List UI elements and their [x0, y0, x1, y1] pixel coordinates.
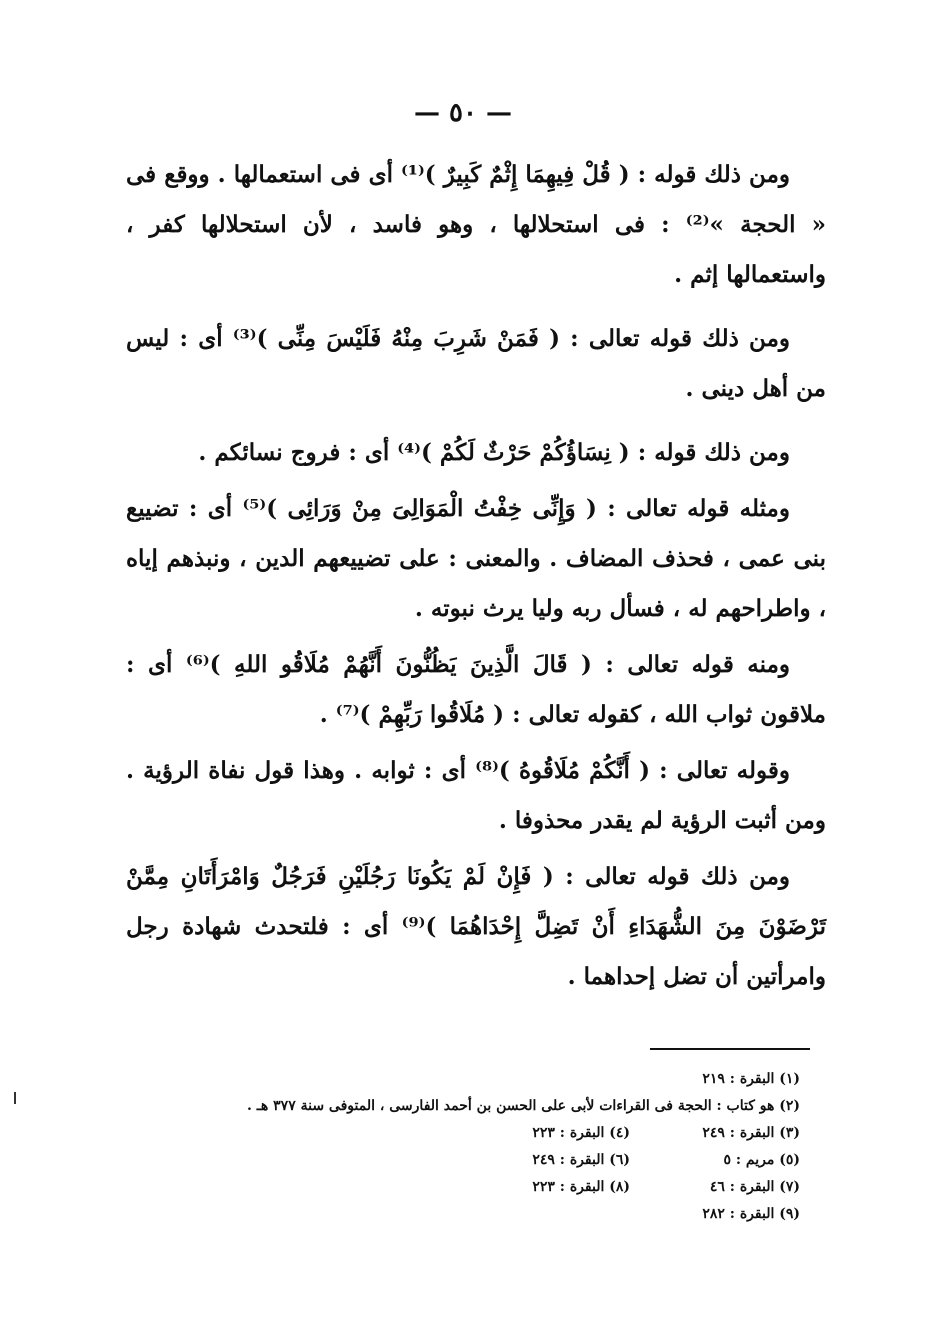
footnote-8: (٨) البقرة : ٢٢٣	[532, 1179, 630, 1195]
footnote-4: (٤) البقرة : ٢٢٣	[532, 1125, 630, 1141]
page-number: — ٥٠ —	[413, 98, 513, 128]
paragraph-1: ومن ذلك قوله : ( قُلْ فِيهِمَا إِثْمٌ كَبِيرٌ )⁽¹⁾ أى فى استعمالها . ووقع فى « الحجة »⁽²⁾ : فى استحلالها ، وهو فاسد ، لأن استحلالها كفر ، واستعمالها إثم .	[126, 161, 827, 288]
footnote-row	[220, 1120, 800, 1147]
paragraph-5: ومنه قوله تعالى : ( قَالَ الَّذِينَ يَظُنُّونَ أَنَّهُمْ مُلَاقُو اللهِ )⁽⁶⁾ أى : ملاقون ثواب الله ، كقوله تعالى : ( مُلَاقُوا رَبِّهِمْ )⁽⁷⁾ .	[126, 651, 826, 728]
footnote-1: (١) البقرة : ٢١٩	[702, 1071, 800, 1087]
paragraph-4: ومثله قوله تعالى : ( وَإِنِّى خِفْتُ الْمَوَالِىَ مِنْ وَرَائِى )⁽⁵⁾ أى : تضييع بنى عمى ، فحذف المضاف . والمعنى : على تضييعهم الدين ، ونبذهم إياه ، واطراحهم له ، فسأل ربه وليا يرث نبوته .	[126, 495, 826, 622]
paragraph-2: ومن ذلك قوله تعالى : ( فَمَنْ شَرِبَ مِنْهُ فَلَيْسَ مِنِّى )⁽³⁾ أى : ليس من أهل دينى .	[126, 325, 826, 402]
footnote-row	[220, 1201, 800, 1228]
footnote-row	[220, 1147, 800, 1174]
footnote-separator	[650, 1048, 810, 1050]
footnote-row	[220, 1066, 800, 1093]
main-text	[126, 150, 826, 1008]
footnote-5: (٥) مريم : ٥	[723, 1152, 800, 1168]
footnote-row	[220, 1093, 800, 1120]
footnote-9: (٩) البقرة : ٢٨٢	[702, 1206, 800, 1222]
footnote-row	[220, 1174, 800, 1201]
paragraph-7: ومن ذلك قوله تعالى : ( فَإِنْ لَمْ يَكُونَا رَجُلَيْنِ فَرَجُلٌ وَامْرَأَتَانِ مِمَّنْ تَرْضَوْنَ مِنَ الشُّهَدَاءِ أَنْ تَضِلَّ إِحْدَاهُمَا )⁽⁹⁾ أى : فلتحدث شهادة رجل وامرأتين أن تضل إحداهما .	[126, 863, 826, 990]
footnotes	[220, 1066, 800, 1228]
paragraph-3: ومن ذلك قوله : ( نِسَاؤُكُمْ حَرْثٌ لَكُمْ )⁽⁴⁾ أى : فروج نسائكم .	[198, 439, 790, 466]
footnote-2: (٢) هو كتاب : الحجة فى القراءات لأبى على الحسن بن أحمد الفارسى ، المتوفى سنة ٣٧٧ هـ .	[247, 1098, 800, 1114]
footnote-6: (٦) البقرة : ٢٤٩	[532, 1152, 630, 1168]
footnote-7: (٧) البقرة : ٤٦	[709, 1179, 800, 1195]
footnote-3: (٣) البقرة : ٢٤٩	[702, 1125, 800, 1141]
paragraph-6: وقوله تعالى : ( أَنَّكُمْ مُلَاقُوهُ )⁽⁸⁾ أى : ثوابه . وهذا قول نفاة الرؤية . ومن أثبت الرؤية لم يقدر محذوفا .	[126, 757, 826, 834]
scan-mark	[14, 1092, 16, 1104]
